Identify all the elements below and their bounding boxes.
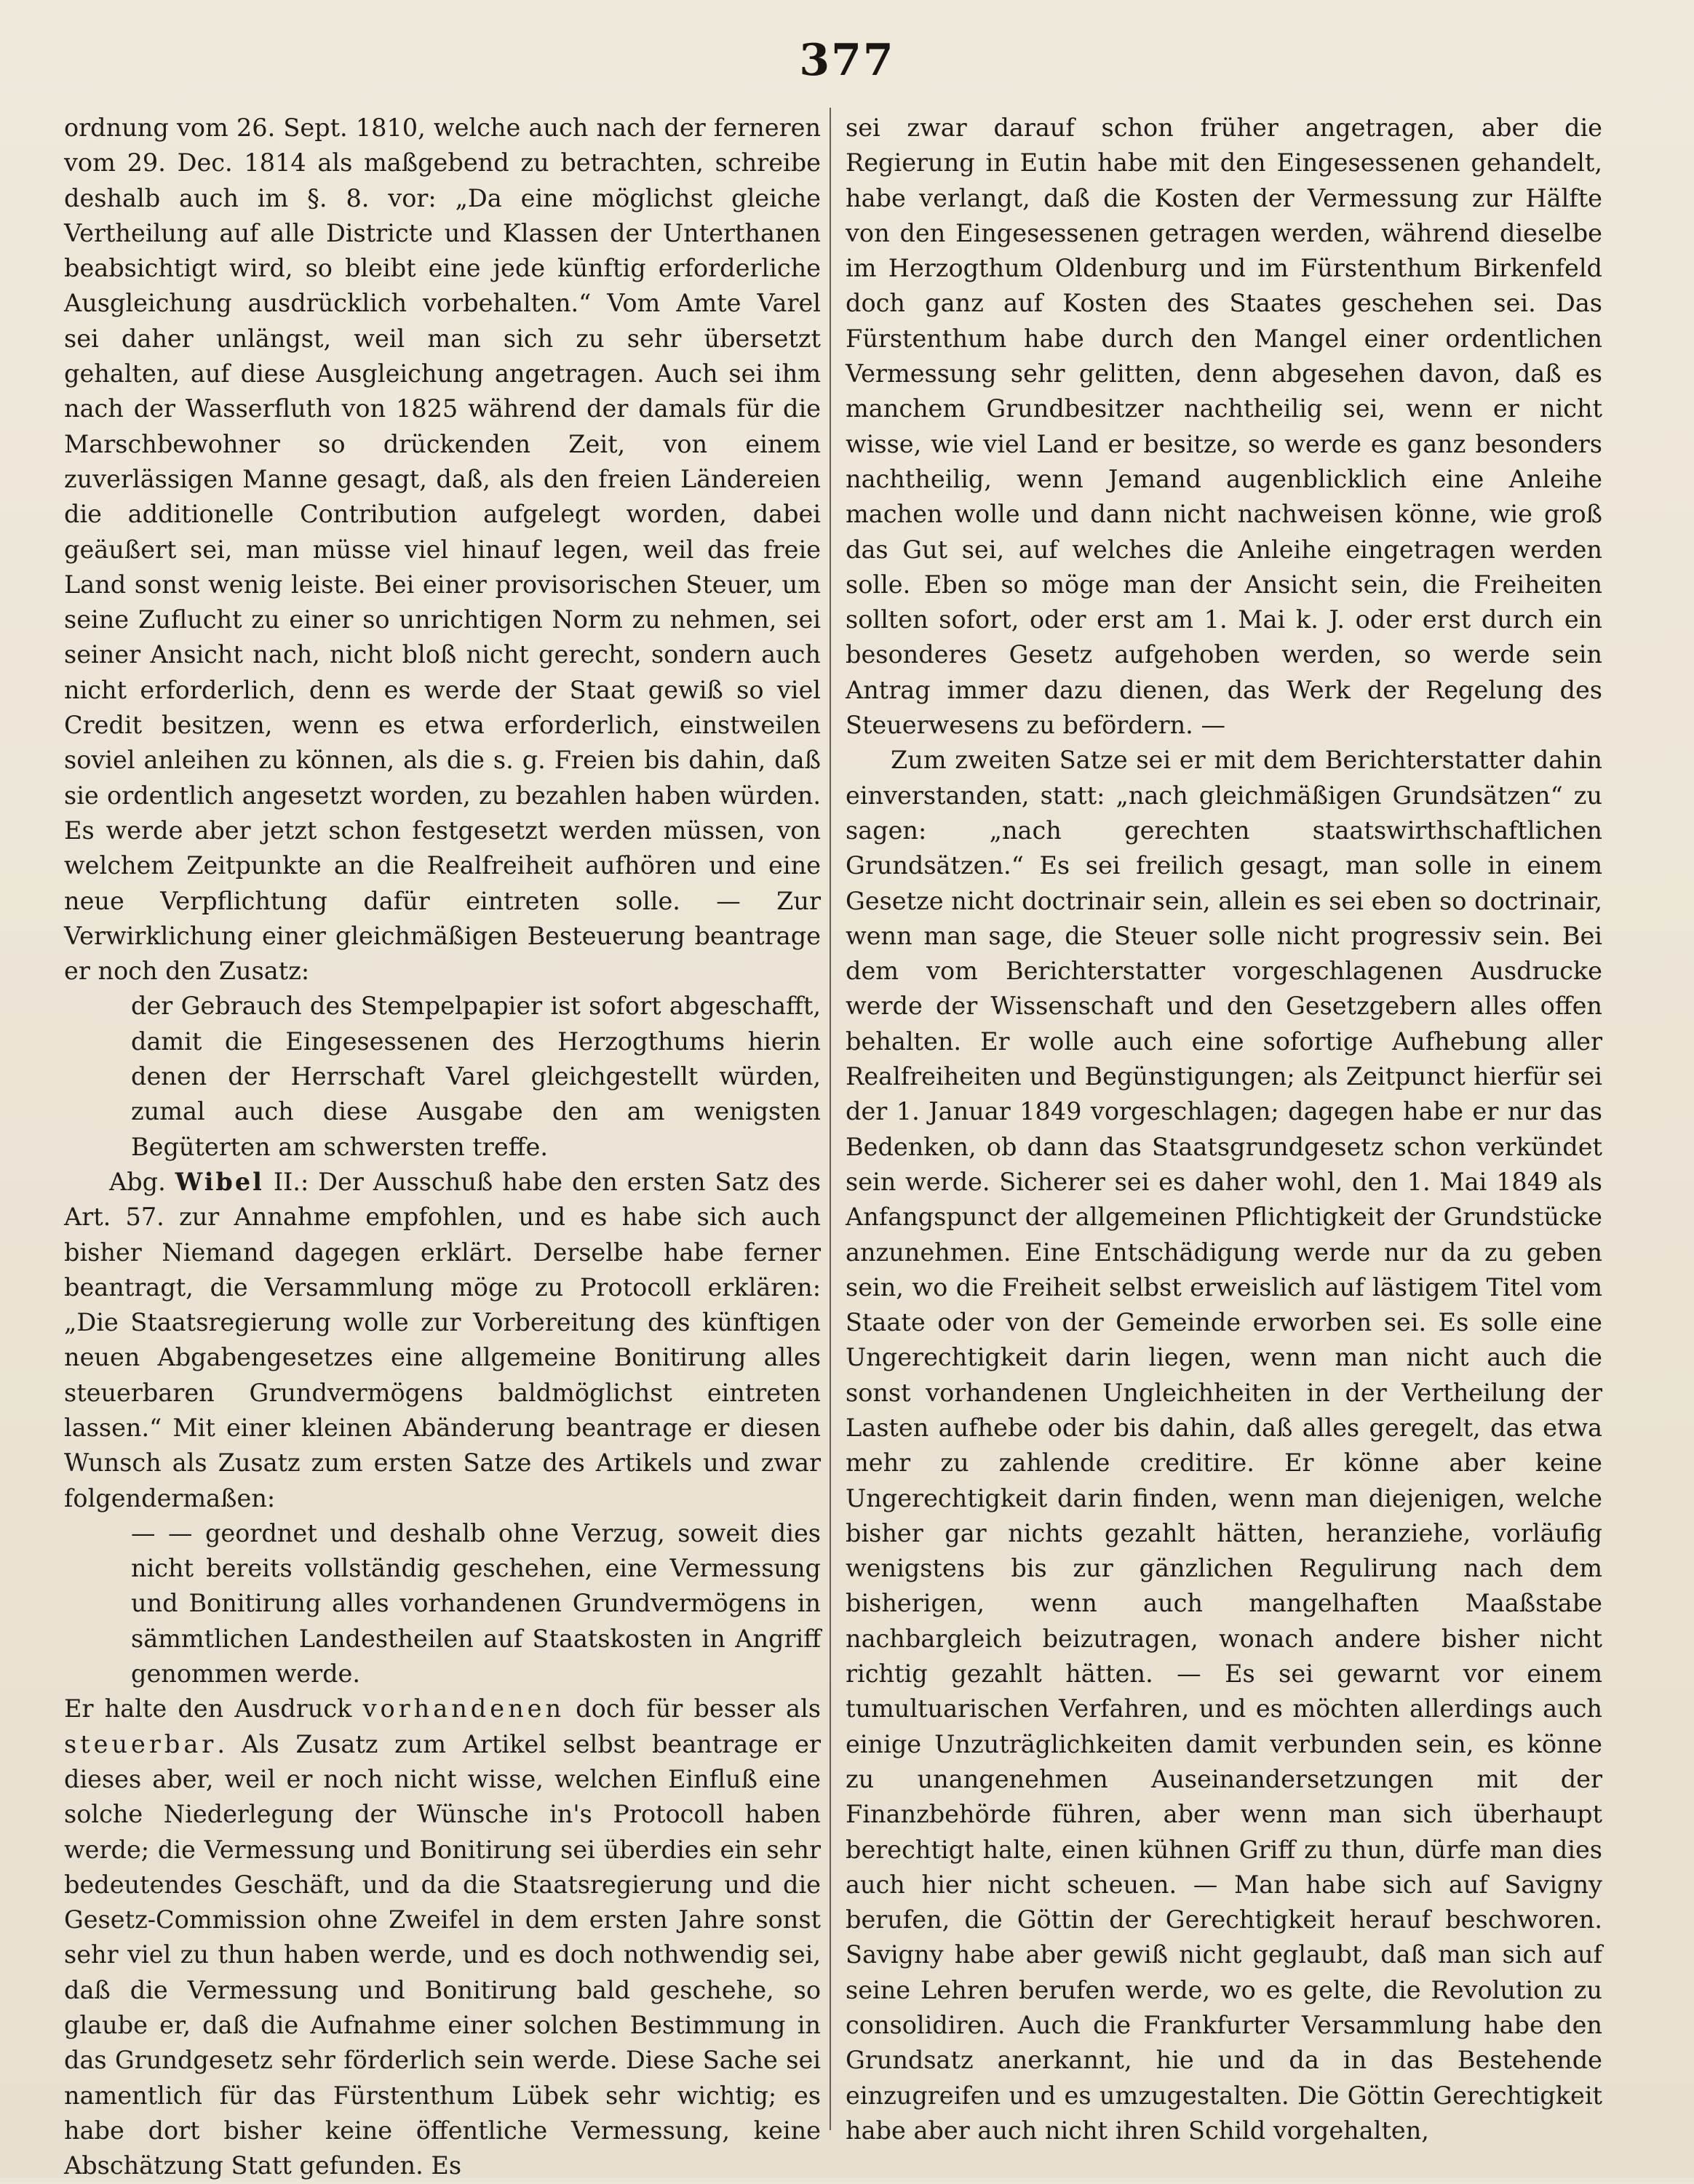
emphasis-steuerbar: steuerbar — [64, 1729, 218, 1758]
paragraph: sei zwar darauf schon früher angetragen, aber die Regierung in Eutin habe mit den Eingesessenen gehandelt, habe verlangt, daß die Kosten der Vermessung zur Hälfte von den Eingesessenen getragen werden, während dieselbe im Herzogthum Oldenburg und im Fürstenthum Birkenfeld doch ganz auf Kosten des Staates geschehen sei. Das Fürstenthum habe durch den Mangel einer ordentlichen Vermessung sehr gelitten, denn abgesehen davon, daß es manchem Grundbesitzer nachtheilig sei, wenn er nicht wisse, wie viel Land er besitze, so werde es ganz besonders nachtheilig, wenn Jemand augenblicklich eine Anleihe machen wolle und dann nicht nachweisen könne, wie groß das Gut sei, auf welches die Anleihe eingetragen werden solle. Eben so möge man der Ansicht sein, die Freiheiten sollten sofort, oder erst am 1. Mai k. J. oder erst durch ein besonderes Gesetz aufgehoben werden, so werde sein Antrag immer dazu dienen, das Werk der Regelung des Steuerwesens zu befördern. — — [846, 113, 1602, 740]
text-run: . Als Zusatz zum Artikel selbst beantrage er dieses aber, weil er noch nicht wisse, welchen Einfluß eine solche Niederlegung der Wünsche in's Protocoll haben werde; die Vermessung und Bonitirung sei überdies ein sehr bedeutendes Geschäft, und da die Staatsregierung und die Gesetz-Commission ohne Zweifel in dem ersten Jahre sonst sehr viel zu thun haben werde, und es doch nothwendig sei, daß die Vermessung und Bonitirung bald geschehe, so glaube er, daß die Aufnahme einer solchen Bestimmung in das Grundgesetz sehr förderlich sein werde. Diese Sache sei namentlich für das Fürstenthum Lübek sehr wichtig; es habe dort bisher keine öffentliche Vermessung, keine Abschätzung Statt gefunden. Es — [64, 1729, 821, 2180]
left-column — [64, 111, 821, 2184]
speaker-name: Wibel — [175, 1167, 264, 1196]
paragraph-text: II.: Der Ausschuß habe den ersten Satz des Art. 57. zur Annahme empfohlen, und es habe sich auch bisher Niemand dagegen erklärt. Derselbe habe ferner beantragt, die Versammlung möge zu Protocoll erklären: „Die Staatsregierung wolle zur Vorbereitung des künftigen neuen Abgabengesetzes eine allgemeine Bonitirung alles steuerbaren Grundvermögens baldmöglichst eintreten lassen.“ Mit einer kleinen Abänderung beantrage er diesen Wunsch als Zusatz zum ersten Satze des Artikels und zwar folgendermaßen: — [64, 1167, 821, 1513]
right-column — [846, 111, 1602, 2148]
quoted-motion: der Gebrauch des Stempelpapier ist sofort abgeschafft, damit die Eingesessenen des Herzogthums hierin denen der Herrschaft Varel gleichgestellt würden, zumal auch diese Ausgabe den am wenigsten Begüterten am schwersten treffe. — [131, 992, 821, 1161]
page-number: 377 — [799, 35, 895, 86]
paragraph — [64, 1691, 821, 2183]
paragraph: ordnung vom 26. Sept. 1810, welche auch nach der ferneren vom 29. Dec. 1814 als maßgebend zu betrachten, schreibe deshalb auch im §. 8. vor: „Da eine möglichst gleiche Vertheilung auf alle Districte und Klassen der Unterthanen beabsichtigt wird, so bleibt eine jede künftig erforderliche Ausgleichung ausdrücklich vorbehalten.“ Vom Amte Varel sei daher unlängst, weil man sich zu sehr übersetzt gehalten, auf diese Ausgleichung angetragen. Auch sei ihm nach der Wasserfluth von 1825 während der damals für die Marschbewohner so drückenden Zeit, von einem zuverlässigen Manne gesagt, daß, als den freien Ländereien die additionelle Contribution aufgelegt worden, dabei geäußert sei, man müsse viel hinauf legen, weil das freie Land sonst wenig leiste. Bei einer provisorischen Steuer, um seine Zuflucht zu einer so unrichtigen Norm zu nehmen, sei seiner Ansicht nach, nicht bloß nicht gerecht, sondern auch nicht erforderlich, denn es werde der Staat gewiß so viel Credit besitzen, wenn es etwa erforderlich, einstweilen soviel anleihen zu können, als die s. g. Freien bis dahin, daß sie ordentlich angesetzt worden, zu bezahlen haben würden. Es werde aber jetzt schon festgesetzt werden müssen, von welchem Zeitpunkte an die Realfreiheit aufhören und eine neue Verpflichtung dafür eintreten solle. — Zur Verwirklichung einer gleichmäßigen Besteuerung beantrage er noch den Zusatz: — [64, 113, 821, 986]
paragraph-speaker-wibel — [64, 1165, 821, 1516]
text-run: Er halte den Ausdruck — [64, 1694, 363, 1723]
emphasis-vorhandenen: vorhandenen — [362, 1694, 565, 1723]
speaker-prefix: Abg. — [109, 1167, 175, 1196]
column-divider — [830, 108, 831, 2130]
quoted-amendment: — — geordnet und deshalb ohne Verzug, soweit dies nicht bereits vollständig geschehen, eine Vermessung und Bonitirung alles vorhandenen Grundvermögens in sämmtlichen Landestheilen auf Staatskosten in Angriff genommen werde. — [131, 1518, 821, 1689]
paragraph: Zum zweiten Satze sei er mit dem Berichterstatter dahin einverstanden, statt: „nach gleichmäßigen Grundsätzen“ zu sagen: „nach gerechten staatswirthschaftlichen Grundsätzen.“ Es sei freilich gesagt, man solle in einem Gesetze nicht doctrinair sein, allein es sei eben so doctrinair, wenn man sage, die Steuer solle nicht progressiv sein. Bei dem vom Berichterstatter vorgeschlagenen Ausdrucke werde der Wissenschaft und den Gesetzgebern alles offen behalten. Er wolle auch eine sofortige Aufhebung aller Realfreiheiten und Begünstigungen; als Zeitpunct hierfür sei der 1. Januar 1849 vorgeschlagen; dagegen habe er nur das Bedenken, ob dann das Staatsgrundgesetz schon verkündet sein werde. Sicherer sei es daher wohl, den 1. Mai 1849 als Anfangspunct der allgemeinen Pflichtigkeit der Grundstücke anzunehmen. Eine Entschädigung werde nur da zu geben sein, wo die Freiheit selbst erweislich auf lästigem Titel vom Staate oder von der Gemeinde erworben sei. Es solle eine Ungerechtigkeit darin liegen, wenn man nicht auch die sonst vorhandenen Ungleichheiten in der Vertheilung der Lasten aufhebe oder bis dahin, daß alles geregelt, das etwa mehr zu zahlende creditire. Er könne aber keine Ungerechtigkeit darin finden, wenn man diejenigen, welche bisher gar nichts gezahlt hätten, heranziehe, vorläufig wenigstens bis zur gänzlichen Regulirung nach dem bisherigen, wenn auch mangelhaften Maaßstabe nachbargleich beizutragen, wonach andere bisher nicht richtig gezahlt hätten. — Es sei gewarnt vor einem tumultuarischen Verfahren, und es möchten allerdings auch einige Unzuträglichkeiten damit verbunden sein, es könne zu unangenehmen Auseinandersetzungen mit der Finanzbehörde führen, aber wenn man sich überhaupt berechtigt halte, einen kühnen Griff zu thun, dürfe man dies auch hier nicht scheuen. — Man habe sich auf Savigny berufen, die Göttin der Gerechtigkeit herauf beschworen. Savigny habe aber gewiß nicht geglaubt, daß man sich auf seine Lehren berufen werde, wo es gelte, die Revolution zu consolidiren. Auch die Frankfurter Versammlung habe den Grundsatz anerkannt, hie und da in das Bestehende einzugreifen und es umzugestalten. Die Göttin Gerechtigkeit habe aber auch nicht ihren Schild vorgehalten, — [846, 746, 1602, 2145]
text-run: doch für besser als — [565, 1694, 821, 1723]
